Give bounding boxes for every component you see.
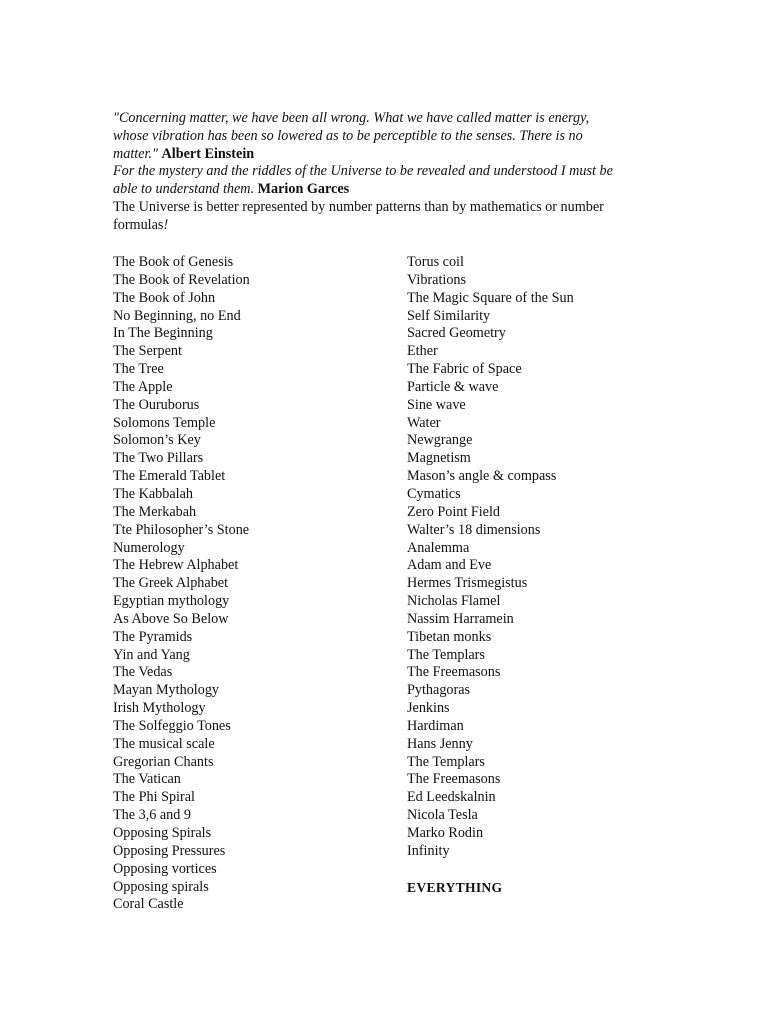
list-item: Pythagoras [407, 682, 471, 699]
intro-section [113, 110, 613, 235]
list-item: Walter’s 18 dimensions [407, 521, 541, 538]
garces-quote: For the mystery and the riddles of the Universe to be revealed and understood I must be able to understand them. [113, 163, 613, 198]
list-item: Newgrange [407, 432, 473, 449]
list-item: The Greek Alphabet [113, 575, 229, 592]
einstein-quote: "Concerning matter, we have been all wrong. What we have called matter is energy, whose vibration has been so lowered as to be perceptible to the senses. There is no matter." [113, 110, 590, 162]
list-item: In The Beginning [113, 325, 213, 342]
garces-attribution: Marion Garces [257, 181, 350, 198]
universe-statement [113, 199, 613, 235]
list-item: Mayan Mythology [113, 682, 220, 699]
list-item: Egyptian mythology [113, 593, 230, 610]
list-item: Ed Leedskalnin [407, 789, 496, 806]
list-item: Opposing vortices [113, 860, 217, 877]
list-item: The Vedas [113, 664, 173, 681]
list-item: Mason’s angle & compass [407, 468, 557, 485]
list-item: The Ouruborus [113, 396, 200, 413]
list-item: Zero Point Field [407, 503, 501, 520]
list-item: Nassim Harramein [407, 610, 514, 627]
list-item: Opposing spirals [113, 878, 209, 895]
list-item: Vibrations [407, 271, 467, 288]
list-item: Irish Mythology [113, 700, 206, 717]
list-item: Nicola Tesla [407, 807, 478, 824]
list-item: The Freemasons [407, 664, 501, 681]
list-item: The Emerald Tablet [113, 468, 226, 485]
list-item: The Templars [407, 753, 485, 770]
list-item: Self Similarity [407, 307, 491, 324]
list-item: Jenkins [407, 700, 450, 717]
list-item: The Fabric of Space [407, 361, 522, 378]
list-item: Numerology [113, 539, 185, 556]
list-item: Analemma [407, 539, 470, 556]
list-item: Solomons Temple [113, 414, 216, 431]
list-item: Hans Jenny [407, 735, 473, 752]
universe-statement-text: The Universe is better represented by number patterns than by mathematics or number formulas [113, 198, 604, 233]
list-item: The Phi Spiral [113, 789, 195, 806]
list-item: No Beginning, no End [113, 307, 241, 324]
right-topic-list [407, 254, 707, 861]
list-item: The musical scale [113, 735, 215, 752]
list-item: The Apple [113, 378, 173, 395]
list-item: Hardiman [407, 717, 464, 734]
list-item: Particle & wave [407, 378, 499, 395]
list-item: The Tree [113, 361, 164, 378]
list-item: The Magic Square of the Sun [407, 289, 574, 306]
einstein-attribution: Albert Einstein [161, 145, 255, 162]
list-item: Opposing Spirals [113, 825, 212, 841]
list-item: The Serpent [113, 343, 182, 360]
list-item: The Book of John [113, 289, 216, 306]
list-item: Water [407, 414, 441, 431]
list-item: As Above So Below [113, 610, 229, 627]
list-item: Solomon’s Key [113, 432, 201, 449]
list-item: Ether [407, 343, 438, 360]
list-item: Tibetan monks [407, 628, 492, 645]
list-item: The Solfeggio Tones [113, 717, 231, 734]
list-item: The Book of Revelation [113, 271, 250, 288]
garces-quote-paragraph [113, 163, 613, 199]
einstein-quote-paragraph [113, 110, 613, 163]
list-item: Infinity [407, 842, 450, 859]
list-item: Nicholas Flamel [407, 593, 501, 610]
list-item: Tte Philosopher’s Stone [113, 521, 250, 538]
left-topic-list [113, 254, 383, 914]
list-item: Opposing Pressures [113, 842, 226, 859]
list-item: The Two Pillars [113, 450, 204, 467]
list-item: Hermes Trismegistus [407, 575, 528, 592]
list-item: Coral Castle [113, 896, 184, 913]
list-item: Torus coil [407, 254, 464, 270]
list-item: Sacred Geometry [407, 325, 506, 342]
list-item: Cymatics [407, 485, 461, 502]
list-item: The 3,6 and 9 [113, 807, 192, 824]
list-item: Sine wave [407, 396, 466, 413]
closing-word: EVERYTHING [407, 880, 503, 895]
list-item: The Vatican [113, 771, 181, 788]
list-item: The Hebrew Alphabet [113, 557, 239, 574]
list-item: The Pyramids [113, 628, 193, 645]
list-item: The Templars [407, 646, 485, 663]
list-item: Yin and Yang [113, 646, 190, 663]
list-item: The Merkabah [113, 503, 197, 520]
list-item: The Book of Genesis [113, 254, 234, 270]
list-item: Gregorian Chants [113, 753, 214, 770]
list-item: Marko Rodin [407, 825, 484, 841]
universe-statement-mark: ! [163, 216, 169, 233]
list-item: Adam and Eve [407, 557, 492, 574]
list-item: Magnetism [407, 450, 471, 467]
list-item: The Freemasons [407, 771, 501, 788]
list-item: The Kabbalah [113, 485, 193, 502]
